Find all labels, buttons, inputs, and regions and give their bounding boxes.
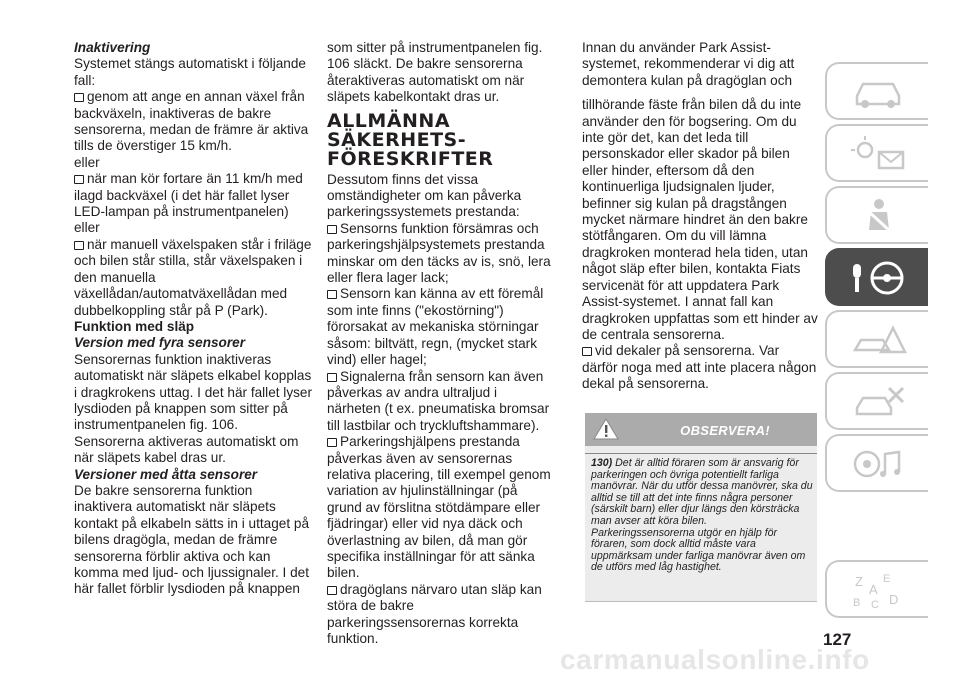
fuel-music-icon bbox=[849, 444, 909, 484]
column-2 bbox=[327, 40, 553, 647]
warning-box bbox=[585, 413, 817, 602]
bullet-square-icon bbox=[582, 347, 592, 356]
warning-text: 130) Det är alltid föraren som är ansvarig för parkeringen och övriga potentiellt farliga manövrar. När du utför dessa manövrer, ska du alltid se till att det inte finns några personer (särskilt barn) eller djur längs den körsträcka man avser att köra bilen. Parkeringssensorerna utgör en hjälp för föraren, som dock alltid måste vara uppmärksam under farliga manövrar även om de utförs med låg hastighet. bbox=[591, 457, 813, 574]
paragraph: Innan du använder Park Assist-systemet, rekommenderar vi dig att demontera kulan på dragöglan och bbox=[582, 40, 795, 88]
paragraph: Sensorernas funktion inaktiveras automatiskt när släpets elkabel kopplas i dragkrokens uttag. I det här fallet lyser lysdioden på knappen som sitter på instrumentpanelen fig. 106. Sensorerna aktiveras automatiskt om när släpets kabel dras ur. bbox=[74, 351, 313, 466]
bullet-item: vid dekaler på sensorerna. Var därför noga med att inte placera någon dekal på sensorerna. bbox=[582, 343, 817, 392]
bullet-square-icon bbox=[327, 290, 337, 299]
heading-inaktivering: Inaktivering bbox=[74, 40, 151, 55]
bullet-item: dragöglans närvaro utan släp kan störa de bakre parkeringssensorernas korrekta funktion. bbox=[327, 581, 542, 646]
svg-text:D: D bbox=[889, 592, 899, 607]
svg-text:C: C bbox=[871, 599, 879, 610]
page-number: 127 bbox=[823, 630, 852, 649]
light-envelope-icon bbox=[849, 134, 909, 174]
paragraph: Systemet stängs automatiskt i följande fall: bbox=[74, 56, 306, 88]
side-tab-lights[interactable] bbox=[825, 124, 928, 182]
side-tab-safety[interactable] bbox=[825, 186, 928, 244]
footer-watermark: carmanualsonline.info bbox=[560, 644, 870, 675]
eller-text: eller bbox=[74, 154, 100, 170]
bullet-item: Sensorns funktion försämras och parkeringshjälpsystemets prestanda minskar om den täcks av is, snö, lera eller flera lager lack; bbox=[327, 220, 551, 286]
bullet-square-icon bbox=[74, 241, 84, 250]
bullet-item: Signalerna från sensorn kan även påverkas av andra ultraljud i närheten (t ex. pneumatiska bromsar till lastbilar och tryckluftshammare). bbox=[327, 368, 550, 433]
heading-atta-sensorer: Versioner med åtta sensorer bbox=[74, 466, 258, 482]
svg-text:B: B bbox=[853, 597, 861, 609]
airbag-seat-icon bbox=[849, 196, 909, 236]
bullet-item: när manuell växelspaken står i friläge och bilen står stilla, står växelspaken i den manuella växellådan/automatväxellådan med dubbelkoppling står på P (Park). bbox=[74, 236, 312, 318]
bullet-square-icon bbox=[327, 225, 337, 234]
bullet-square-icon bbox=[327, 373, 337, 382]
side-tab-maintenance[interactable] bbox=[825, 372, 928, 430]
eller-text: eller bbox=[74, 220, 100, 236]
side-tab-index[interactable] bbox=[825, 560, 928, 618]
index-letters-icon bbox=[849, 570, 909, 610]
car-dashboard-icon bbox=[849, 72, 909, 112]
paragraph: som sitter på instrumentpanelen fig. 106 släckt. De bakre sensorerna återaktiveras automatiskt om när släpets kabelkontakt dras ur. bbox=[327, 40, 543, 105]
heading-fyra-sensorer: Version med fyra sensorer bbox=[74, 335, 246, 351]
key-steering-wheel-icon bbox=[849, 258, 909, 298]
warning-triangle-car-icon bbox=[849, 320, 909, 360]
column-3 bbox=[582, 40, 818, 393]
bullet-item: Parkeringshjälpens prestanda påverkas även av sensorernas relativa placering, till exempel genom variation av hjulinställningar (på grund av förslitna stötdämpare eller fjädringar) eller vid nya däck och överlastning av bilen, då man gör specifika inställningar för att sänka bilen. bbox=[327, 434, 551, 581]
divider bbox=[585, 453, 817, 454]
warning-title: OBSERVERA! bbox=[680, 423, 770, 438]
bullet-item: genom att ange en annan växel från backväxeln, inaktiveras de bakre sensorerna, medan de främre är aktiva tills de överstiger 15 km/h. bbox=[74, 89, 309, 154]
bullet-square-icon bbox=[327, 438, 337, 447]
side-tab-technical[interactable] bbox=[825, 434, 928, 492]
paragraph: tillhörande fäste från bilen då du inte använder den för bogsering. Om du inte gör det, kan det leda till personskador eller skador på bilen eller hinder, eftersom då den kontinuerliga ljudsignalen ljuder, befinner sig kulan på dragstången mycket närmare hindret än den bakre stötfångaren. Om du vill lämna dragkroken monterad hela tiden, utan något släp efter bilen, kontakta Fiats servicenät för att uppdatera Park Assist-systemet. I annat fall kan dragkroken uppfattas som ett hinder av de centrala sensorerna. bbox=[582, 97, 818, 342]
svg-text:A: A bbox=[869, 582, 878, 597]
section-heading: ALLMÄNNA SÄKERHETS- FÖRESKRIFTER bbox=[327, 109, 494, 170]
heading-funktion-med-slap: Funktion med släp bbox=[74, 318, 195, 334]
bullet-item: när man kör fortare än 11 km/h med ilagd backväxel (i det här fallet lyser LED-lampan på instrumentpanelen) bbox=[74, 171, 303, 220]
warning-header bbox=[585, 413, 817, 446]
side-tab-driving[interactable] bbox=[825, 248, 928, 306]
side-tab-emergency[interactable] bbox=[825, 310, 928, 368]
service-tools-icon bbox=[849, 382, 909, 422]
paragraph: De bakre sensorerna funktion inaktivera automatiskt när släpets kontakt på elkabeln sätts in i uttaget på bilens dragögla, medan de främre sensorerna förblir aktiva och kan komma med ljud- och ljussignaler. I det här fallet förblir lysdioden på knappen bbox=[74, 482, 310, 597]
bullet-square-icon bbox=[74, 175, 84, 184]
paragraph: Dessutom finns det vissa omständigheter om kan påverka parkeringssystemets prestanda: bbox=[327, 171, 522, 220]
column-1 bbox=[74, 40, 312, 598]
bullet-item: Sensorn kan känna av ett föremål som inte finns ("ekostörning") förorsakat av mekaniska störningar såsom: biltvätt, regn, (mycket stark vind) eller hagel; bbox=[327, 286, 544, 368]
warning-triangle-icon bbox=[593, 417, 619, 441]
bullet-square-icon bbox=[74, 93, 84, 102]
bullet-square-icon bbox=[327, 586, 337, 595]
svg-text:Z: Z bbox=[855, 574, 863, 589]
side-tab-dashboard[interactable] bbox=[825, 62, 928, 120]
svg-text:E: E bbox=[883, 573, 891, 585]
